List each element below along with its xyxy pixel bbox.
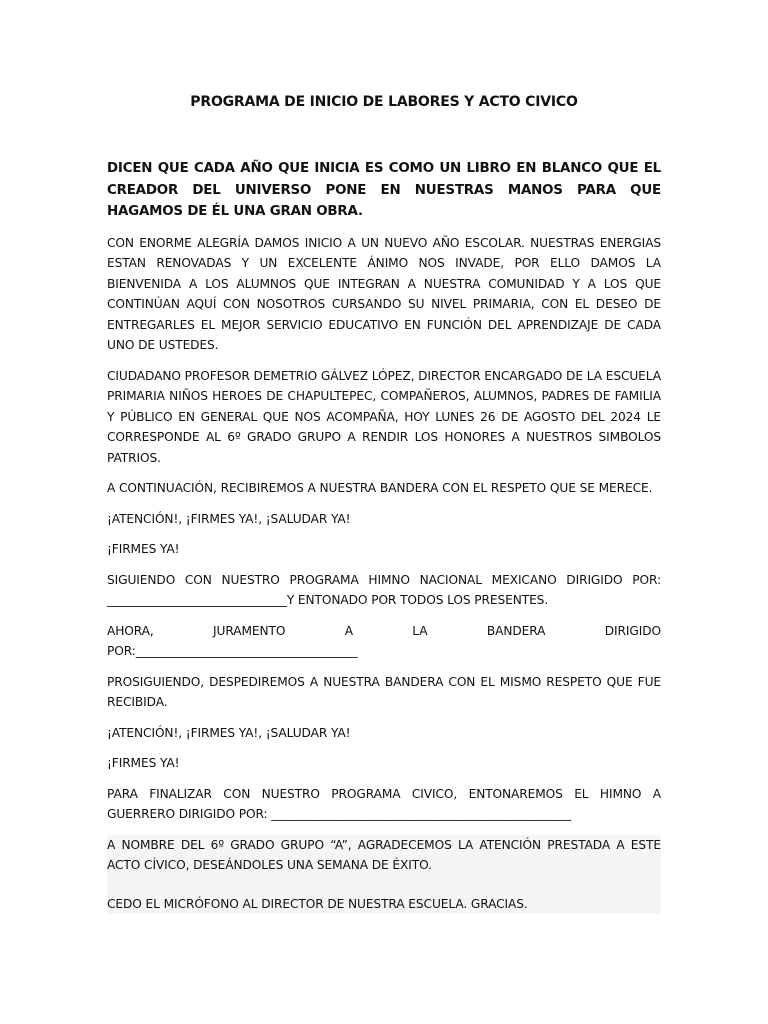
closing-anthem-line-2: GUERRERO DIRIGIDO POR: __________________________________________________ (107, 807, 571, 821)
anthem-paragraph (107, 570, 661, 611)
block-spacer (107, 876, 661, 894)
greeting-paragraph: CIUDADANO PROFESOR DEMETRIO GÁLVEZ LÓPEZ, DIRECTOR ENCARGADO DE LA ESCUELA PRIMARIA NIÑOS HEROES DE CHAPULTEPEC, COMPAÑEROS, ALUMNOS, PADRES DE FAMILIA Y PÚBLICO EN GENERAL QUE NOS ACOMPAÑA, HOY LUNES 26 DE AGOSTO DEL 2024 LE CORRESPONDE AL 6º GRADO GRUPO A RENDIR LOS HONORES A NUESTROS SIMBOLOS PATRIOS. (107, 368, 661, 465)
anthem-line-2: ______________________________Y ENTONADO POR TODOS LOS PRESENTES. (107, 593, 549, 607)
oath-line-2: POR:_____________________________________ (107, 644, 358, 658)
oath-paragraph (107, 621, 661, 662)
flag-reception-paragraph: A CONTINUACIÓN, RECIBIREMOS A NUESTRA BANDERA CON EL RESPETO QUE SE MERECE. (107, 481, 653, 495)
anthem-line-1: SIGUIENDO CON NUESTRO PROGRAMA HIMNO NACIONAL MEXICANO DIRIGIDO POR: (107, 572, 661, 587)
command-paragraph-2: ¡ATENCIÓN!, ¡FIRMES YA!, ¡SALUDAR YA! (107, 725, 351, 740)
firmes-paragraph-2: ¡FIRMES YA! (107, 756, 180, 770)
welcome-paragraph: CON ENORME ALEGRÍA DAMOS INICIO A UN NUEVO AÑO ESCOLAR. NUESTRAS ENERGIAS ESTAN RENOVADAS Y UN EXCELENTE ÁNIMO NOS INVADE, POR ELLO DAMOS LA BIENVENIDA A LOS ALUMNOS QUE INTEGRAN A NUESTRA COMUNIDAD Y A LOS QUE CONTINÚAN AQUÍ CON NOSOTROS CURSANDO SU NIVEL PRIMARIA, CON EL DESEO DE ENTREGARLES EL MEJOR SERVICIO EDUCATIVO EN FUNCIÓN DEL APRENDIZAJE DE CADA UNO DE USTEDES. (107, 235, 661, 352)
microphone-paragraph: CEDO EL MICRÓFONO AL DIRECTOR DE NUESTRA ESCUELA. GRACIAS. (107, 896, 528, 911)
document-title: PROGRAMA DE INICIO DE LABORES Y ACTO CIVICO (190, 94, 578, 110)
closing-anthem-line-1: PARA FINALIZAR CON NUESTRO PROGRAMA CIVICO, ENTONAREMOS EL HIMNO A (107, 786, 661, 801)
closing-shaded-block (107, 835, 661, 915)
thanks-paragraph: A NOMBRE DEL 6º GRADO GRUPO “A”, AGRADECEMOS LA ATENCIÓN PRESTADA A ESTE ACTO CÍVICO, DESEÁNDOLES UNA SEMANA DE ÉXITO. (107, 837, 661, 872)
intro-paragraph: DICEN QUE CADA AÑO QUE INICIA ES COMO UN LIBRO EN BLANCO QUE EL CREADOR DEL UNIVERSO PONE EN NUESTRAS MANOS PARA QUE HAGAMOS DE ÉL UNA GRAN OBRA. (107, 161, 661, 219)
command-paragraph-1: ¡ATENCIÓN!, ¡FIRMES YA!, ¡SALUDAR YA! (107, 511, 351, 526)
flag-farewell-paragraph: PROSIGUIENDO, DESPEDIREMOS A NUESTRA BANDERA CON EL MISMO RESPETO QUE FUE RECIBIDA. (107, 674, 661, 709)
document-body (107, 92, 661, 914)
closing-anthem-paragraph (107, 784, 661, 825)
firmes-paragraph-1: ¡FIRMES YA! (107, 542, 180, 556)
oath-line-1: AHORA, JURAMENTO A LA BANDERA DIRIGIDO (107, 623, 661, 638)
